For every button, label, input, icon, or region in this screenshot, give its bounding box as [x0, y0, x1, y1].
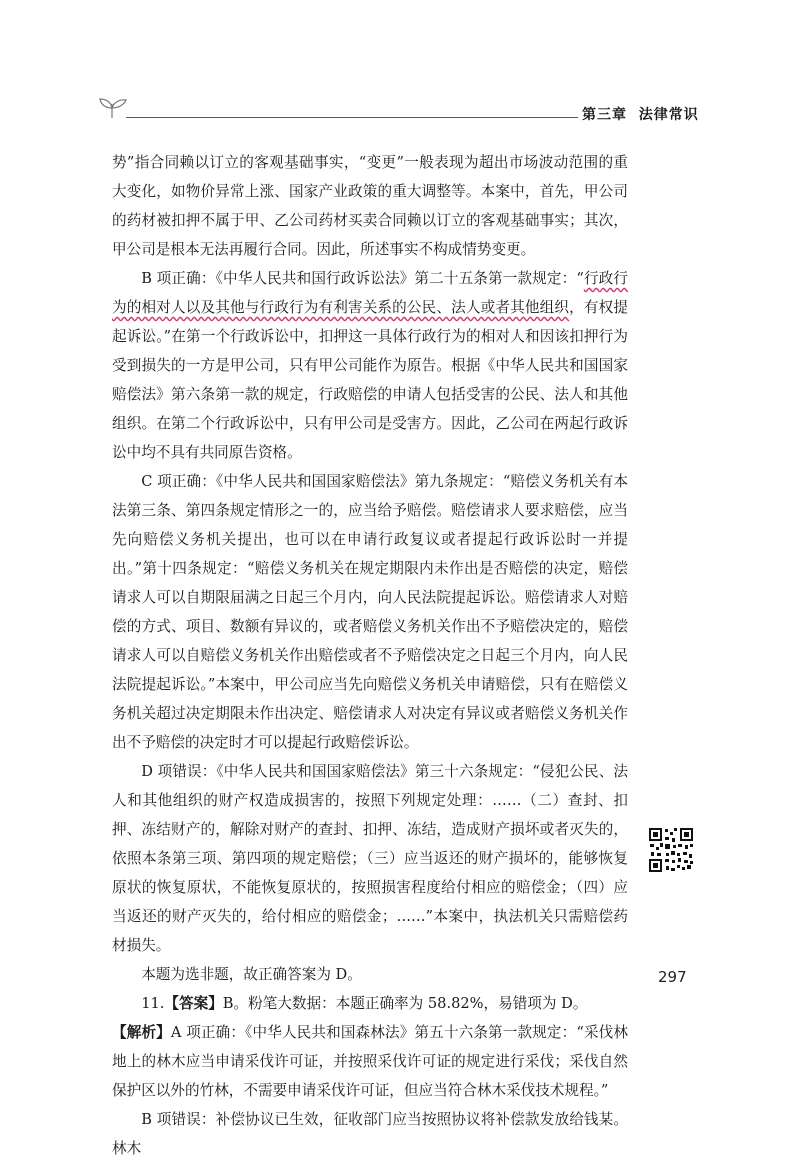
option-b-rest: ，有权提起诉讼。”在第一个行政诉讼中，扣押这一具体行政行为的相对人和因该扣押行为受到损失的一方是甲公司，只有甲公司能作为原告。根据《中华人民共和国国家赔偿法》第六条第一款的规定，行政赔偿的申请人包括受害的公民、法人和其他组织。在第二个行政诉讼中，只有甲公司是受害方。因此，乙公司在两起行政诉讼中均不具有共同原告资格。: [112, 299, 628, 461]
chapter-section: 法律常识: [638, 107, 699, 123]
analysis-text: A 项正确：《中华人民共和国森林法》第五十六条第一款规定：“采伐林地上的林木应当申请采伐许可证，并按照采伐许可证的规定进行采伐；采伐自然保护区以外的竹林，不需要申请采伐许可证，但应当符合林木采伐技术规程。”: [112, 1024, 628, 1099]
paragraph-option-c: C 项正确：《中华人民共和国国家赔偿法》第九条规定：“赔偿义务机关有本法第三条、第四条规定情形之一的，应当给予赔偿。赔偿请求人要求赔偿，应当先向赔偿义务机关提出，也可以在申请行政复议或者提起行政诉讼时一并提出。”第十四条规定：“赔偿义务机关在规定期限内未作出是否赔偿的决定，赔偿请求人可以自期限届满之日起三个月内，向人民法院提起诉讼。赔偿请求人对赔偿的方式、项目、数额有异议的，或者赔偿义务机关作出不予赔偿决定的，赔偿请求人可以自赔偿义务机关作出赔偿或者不予赔偿决定之日起三个月内，向人民法院提起诉讼。”本案中，甲公司应当先向赔偿义务机关申请赔偿，只有在赔偿义务机关超过决定期限未作出决定、赔偿请求人对决定有异议或者赔偿义务机关作出不予赔偿的决定时才可以提起行政赔偿诉讼。: [112, 473, 628, 751]
paragraph-option-d: D 项错误：《中华人民共和国国家赔偿法》第三十六条规定：“侵犯公民、法人和其他组织的财产权造成损害的，按照下列规定处理：……（二）查封、扣押、冻结财产的，解除对财产的查封、扣押、冻结，造成财产损坏或者灭失的，依照本条第三项、第四项的规定赔偿；（三）应当返还的财产损坏的，能够恢复原状的恢复原状，不能恢复原状的，按照损害程度给付相应的赔偿金；（四）应当返还的财产灭失的，给付相应的赔偿金；……”本案中，执法机关只需赔偿药材损失。: [112, 763, 628, 954]
paragraph-analysis: [112, 1018, 628, 1105]
analysis-label: 【解析】: [112, 1024, 171, 1041]
chapter-number: 第三章: [582, 107, 627, 123]
paragraph-option-b-2: B 项错误：补偿协议已生效，征收部门应当按照协议将补偿款发放给钱某。林木: [112, 1111, 628, 1157]
page-number: 297: [658, 968, 687, 986]
question-number: 11.: [141, 995, 165, 1012]
option-b-lead: B 项正确：《中华人民共和国行政诉讼法》第二十五条第一款规定：“: [141, 270, 584, 287]
paragraph-continuation: 势”指合同赖以订立的客观基础事实，“变更”一般表现为超出市场波动范围的重大变化，如物价异常上涨、国家产业政策的重大调整等。本案中，首先，甲公司的药材被扣押不属于甲、乙公司药材买卖合同赖以订立的客观基础事实；其次，甲公司是根本无法再履行合同。因此，所述事实不构成情势变更。: [112, 154, 628, 258]
wavy-underlined-quote: 行政行为的相对人以及其他与行政行为有利害关系的公民、法人或者其他组织: [112, 270, 628, 316]
chapter-title: [582, 104, 699, 124]
page-body: [112, 148, 628, 1163]
answer-label: 【答案】: [164, 995, 223, 1012]
leaf-sprout-icon: [98, 96, 128, 120]
paragraph-option-b: [112, 264, 628, 467]
page-header: [98, 94, 708, 128]
answer-text: B。粉笔大数据：本题正确率为 58.82%，易错项为 D。: [222, 995, 588, 1012]
paragraph-conclusion: 本题为选非题，故正确答案为 D。: [141, 966, 362, 983]
qr-code-icon[interactable]: [648, 827, 694, 873]
paragraph-answer: [112, 989, 628, 1018]
header-rule: [126, 117, 578, 118]
